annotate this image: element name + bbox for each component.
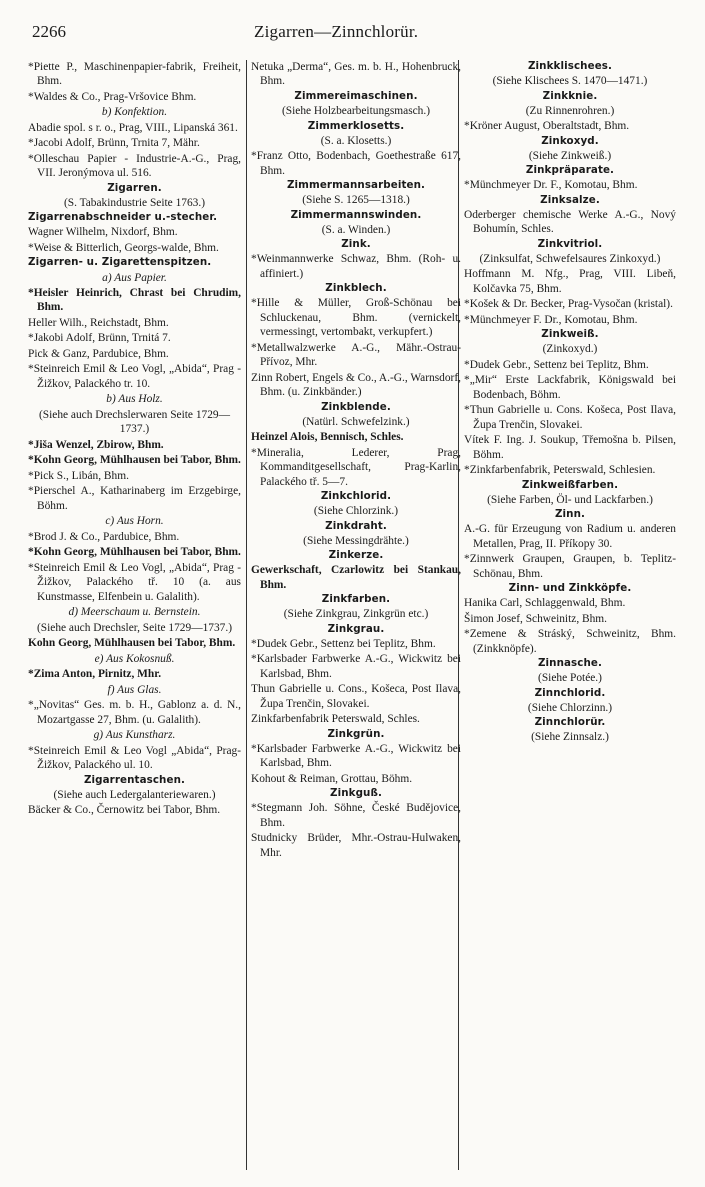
cross-reference: (Siehe S. 1265—1318.) [302, 194, 410, 207]
directory-entry: *Kohn Georg, Mühlhausen bei Tabor, Bhm. [28, 546, 241, 559]
directory-entry: *Jacobi Adolf, Brünn, Trnita 7, Mähr. [28, 137, 200, 150]
directory-entry: *Pierschel A., Katharinaberg im Erzgebirge, Böhm. [28, 485, 241, 512]
directory-entry: Oderberger chemische Werke A.-G., Nový Bohumín, Schles. [464, 208, 676, 236]
directory-entry: Kohn Georg, Mühlhausen bei Tabor, Bhm. [28, 637, 236, 650]
directory-entry: *Mineralia, Lederer, Prag, Kommanditgesellschaft, Prag-Karlin, Palackého tř. 5—7. [251, 446, 461, 488]
section-heading: Zinkknie. [542, 89, 598, 102]
directory-entry: Thun Gabrielle u. Cons., Košeca, Post Ilava, Župa Trenčin, Slovakei. [251, 683, 461, 710]
directory-entry: Heller Wilh., Reichstadt, Bhm. [28, 316, 169, 329]
directory-entry: Zinkfarbenfabrik Peterswald, Schles. [251, 713, 420, 726]
directory-entry: Wagner Wilhelm, Nixdorf, Bhm. [28, 226, 178, 239]
directory-entry: *Zinkfarbenfabrik, Peterswald, Schlesien. [464, 464, 656, 477]
section-heading: Zinnchlorid. [534, 686, 606, 699]
subsection-heading: f) Aus Glas. [107, 683, 162, 696]
directory-entry: *Dudek Gebr., Settenz bei Teplitz, Bhm. [464, 358, 649, 371]
directory-entry: Abadie spol. s r. o., Prag, VIII., Lipanská 361. [28, 121, 238, 134]
cross-reference: (S. a. Winden.) [321, 223, 391, 236]
directory-entry: *Jiša Wenzel, Zbirow, Bhm. [28, 438, 164, 451]
section-heading: Zimmermannswinden. [290, 208, 422, 221]
directory-entry: *Steinreich Emil & Leo Vogl, „Abida“, Prag - Žižkov, Palackého tř. 10 (a. aus Kunstmasse, Elfenbein u. Galalith). [28, 561, 241, 603]
cross-reference: (Siehe Messingdrähte.) [303, 534, 409, 547]
page-number: 2266 [32, 22, 66, 41]
section-heading: Zinnchlorür. [534, 716, 606, 729]
section-heading: Zinkklischees. [527, 60, 613, 72]
section-heading: Zinkguß. [330, 787, 382, 800]
section-heading: Zinkweißfarben. [521, 478, 619, 491]
directory-entry: *Münchmeyer Dr. F., Komotau, Bhm. [464, 179, 638, 192]
section-heading: Zinkvitriol. [537, 237, 603, 250]
directory-entry: *Brod J. & Co., Pardubice, Bhm. [28, 530, 180, 543]
section-heading: Zinkweiß. [541, 328, 599, 341]
section-heading: Zinksalze. [540, 193, 600, 206]
subsection-heading: e) Aus Kokosnuß. [94, 652, 175, 665]
column-1 [28, 60, 241, 819]
cross-reference: (Siehe Chlorzinn.) [527, 701, 613, 714]
cross-reference: (S. a. Klosetts.) [320, 134, 392, 147]
directory-entry: *Košek & Dr. Becker, Prag-Vysočan (kristal). [464, 298, 673, 311]
directory-entry: Hoffmann M. Nfg., Prag, VIII. Libeň, Kolčavka 75, Bhm. [464, 268, 676, 295]
section-heading: Zinkpräparate. [525, 164, 615, 177]
cross-reference: (Siehe Holzbearbeitungsmasch.) [281, 105, 431, 118]
directory-entry: *Stegmann Joh. Söhne, České Budějovice, Bhm. [251, 802, 461, 829]
column-divider [246, 60, 247, 1170]
cross-reference: (Siehe Zinnsalz.) [531, 731, 609, 744]
section-heading: Zigarren. [107, 181, 162, 194]
directory-entry: *Kohn Georg, Mühlhausen bei Tabor, Bhm. [28, 454, 241, 467]
directory-entry: *Olleschau Papier - Industrie-A.-G., Prag, VII. Jeronýmova ul. 516. [28, 152, 241, 180]
subsection-heading: d) Meerschaum u. Bernstein. [68, 606, 201, 619]
directory-entry: Heinzel Alois, Bennisch, Schles. [251, 431, 404, 444]
section-heading: Zink. [341, 238, 371, 251]
directory-entry: *Hille & Müller, Groß-Schönau bei Schluckenau, Bhm. (vernickelt, vermessingt, vertombakt, verkupfert.) [251, 297, 461, 339]
directory-entry: *Karlsbader Farbwerke A.-G., Wickwitz bei Karlsbad, Bhm. [251, 653, 461, 680]
section-heading: Zigarren- u. Zigarettenspitzen. [28, 256, 212, 269]
cross-reference: (Siehe Zinkweiß.) [528, 149, 612, 162]
cross-reference: (Siehe auch Drechsler, Seite 1729—1737.) [36, 621, 233, 634]
directory-entry: *Karlsbader Farbwerke A.-G., Wickwitz bei Karlsbad, Bhm. [251, 742, 461, 770]
subsection-heading: b) Aus Holz. [106, 393, 163, 406]
cross-reference: (Zinkoxyd.) [542, 343, 598, 356]
cross-reference: (Zu Rinnenrohren.) [525, 104, 615, 117]
directory-entry: *Piette P., Maschinenpapier-fabrik, Freiheit, Bhm. [28, 61, 241, 88]
section-heading: Zinkoxyd. [541, 134, 599, 147]
directory-entry: *Dudek Gebr., Settenz bei Teplitz, Bhm. [251, 637, 436, 650]
directory-entry: *„Novitas“ Ges. m. b. H., Gablonz a. d. N., Mozartgasse 27, Bhm. (u. Galalith). [28, 699, 241, 726]
section-heading: Zinkblende. [321, 400, 391, 413]
cross-reference: (Siehe Zinkgrau, Zinkgrün etc.) [283, 608, 429, 621]
section-heading: Zinkdraht. [325, 519, 387, 532]
directory-entry: *Steinreich Emil & Leo Vogl, „Abida“, Prag - Žižkov, Palackého tr. 10. [28, 363, 241, 390]
directory-entry: *Franz Otto, Bodenbach, Goethestraße 617, Bhm. [251, 150, 461, 177]
directory-entry: *Zemene & Stráský, Schweinitz, Bhm. (Zinkknöpfe). [464, 628, 676, 655]
section-heading: Zimmermannsarbeiten. [286, 179, 426, 192]
directory-entry: *Zinnwerk Graupen, Graupen, b. Teplitz-Schönau, Bhm. [464, 553, 676, 580]
section-heading: Zimmereimaschinen. [294, 89, 418, 102]
running-head: Zigarren—Zinnchlorür. [254, 22, 419, 41]
section-heading: Zinkgrün. [327, 727, 385, 740]
section-heading: Zinkfarben. [321, 593, 391, 606]
column-3 [464, 60, 676, 746]
directory-entry: Šimon Josef, Schweinitz, Bhm. [464, 612, 608, 625]
section-heading: Zinkchlorid. [320, 490, 392, 503]
directory-entry: *Pick S., Libán, Bhm. [28, 469, 129, 482]
section-heading: Zinn. [554, 508, 586, 521]
directory-entry: Zinn Robert, Engels & Co., A.-G., Warnsdorf, Bhm. (u. Zinkbänder.) [251, 371, 461, 399]
column-2 [251, 60, 461, 861]
subsection-heading: a) Aus Papier. [102, 271, 167, 284]
cross-reference: (S. Tabakindustrie Seite 1763.) [63, 196, 206, 209]
directory-entry: Gewerkschaft, Czarlowitz bei Stankau, Bhm. [251, 564, 461, 591]
directory-entry: *Metallwalzwerke A.-G., Mähr.-Ostrau-Přívoz, Mhr. [251, 341, 461, 369]
cross-reference: (Zinksulfat, Schwefelsaures Zinkoxyd.) [479, 252, 661, 265]
subsection-heading: c) Aus Horn. [105, 515, 164, 528]
subsection-heading: g) Aus Kunstharz. [93, 729, 176, 742]
directory-entry: *Jakobi Adolf, Brünn, Trnitá 7. [28, 332, 171, 345]
cross-reference: (Siehe Potée.) [538, 672, 602, 685]
subsection-heading: b) Konfektion. [101, 106, 168, 119]
cross-reference: (Siehe Chlorzink.) [313, 505, 399, 518]
section-heading: Zigarrentaschen. [83, 773, 186, 786]
section-heading: Zigarrenabschneider u.-stecher. [28, 211, 218, 224]
cross-reference: (Siehe auch Ledergalanteriewaren.) [53, 788, 216, 801]
directory-entry: *Steinreich Emil & Leo Vogl „Abida“, Prag-Žižkov, Palackého ul. 10. [28, 744, 241, 772]
section-heading: Zinnasche. [537, 657, 603, 670]
section-heading: Zinn- und Zinkköpfe. [508, 582, 632, 595]
cross-reference: (Siehe Farben, Öl- und Lackfarben.) [487, 493, 653, 506]
directory-entry: Netuka „Derma“, Ges. m. b. H., Hohenbruck, Bhm. [251, 61, 461, 88]
directory-entry: Pick & Ganz, Pardubice, Bhm. [28, 347, 169, 360]
directory-entry: Kohout & Reiman, Grottau, Böhm. [251, 772, 413, 785]
cross-reference: (Siehe Klischees S. 1470—1471.) [492, 75, 648, 88]
directory-entry: *Heisler Heinrich, Chrast bei Chrudim, Bhm. [28, 287, 241, 314]
directory-entry: *„Mir“ Erste Lackfabrik, Königswald bei Bodenbach, Böhm. [464, 374, 676, 401]
directory-entry: *Thun Gabrielle u. Cons. Košeca, Post Ilava, Župa Trenčin, Slovakei. [464, 404, 676, 431]
directory-entry: A.-G. für Erzeugung von Radium u. anderen Metallen, Prag, II. Příkopy 30. [464, 523, 676, 550]
directory-entry: *Weise & Bitterlich, Georgs-walde, Bhm. [28, 241, 219, 254]
directory-entry: *Münchmeyer F. Dr., Komotau, Bhm. [464, 313, 638, 326]
directory-entry: *Kröner August, Oberaltstadt, Bhm. [464, 120, 630, 133]
section-heading: Zinkgrau. [327, 622, 385, 635]
page-header [32, 22, 672, 44]
cross-reference: (Siehe auch Drechslerwaren Seite 1729—1737.) [38, 408, 231, 436]
directory-entry: *Weinmannwerke Schwaz, Bhm. (Roh- u. affiniert.) [251, 253, 461, 280]
directory-entry: Bäcker & Co., Černowitz bei Tabor, Bhm. [28, 804, 221, 817]
section-heading: Zimmerklosetts. [307, 119, 405, 132]
directory-entry: *Zima Anton, Pirnitz, Mhr. [28, 668, 162, 681]
directory-entry: Studnicky Brüder, Mhr.-Ostrau-Hulwaken, Mhr. [251, 832, 461, 859]
section-heading: Zinkerze. [328, 549, 384, 562]
directory-entry: *Waldes & Co., Prag-Vršovice Bhm. [28, 90, 197, 103]
cross-reference: (Natürl. Schwefelzink.) [302, 415, 410, 428]
section-heading: Zinkblech. [325, 282, 387, 295]
directory-entry: Hanika Carl, Schlaggenwald, Bhm. [464, 597, 626, 610]
directory-entry: Vítek F. Ing. J. Soukup, Třemošna b. Pilsen, Böhm. [464, 434, 676, 461]
